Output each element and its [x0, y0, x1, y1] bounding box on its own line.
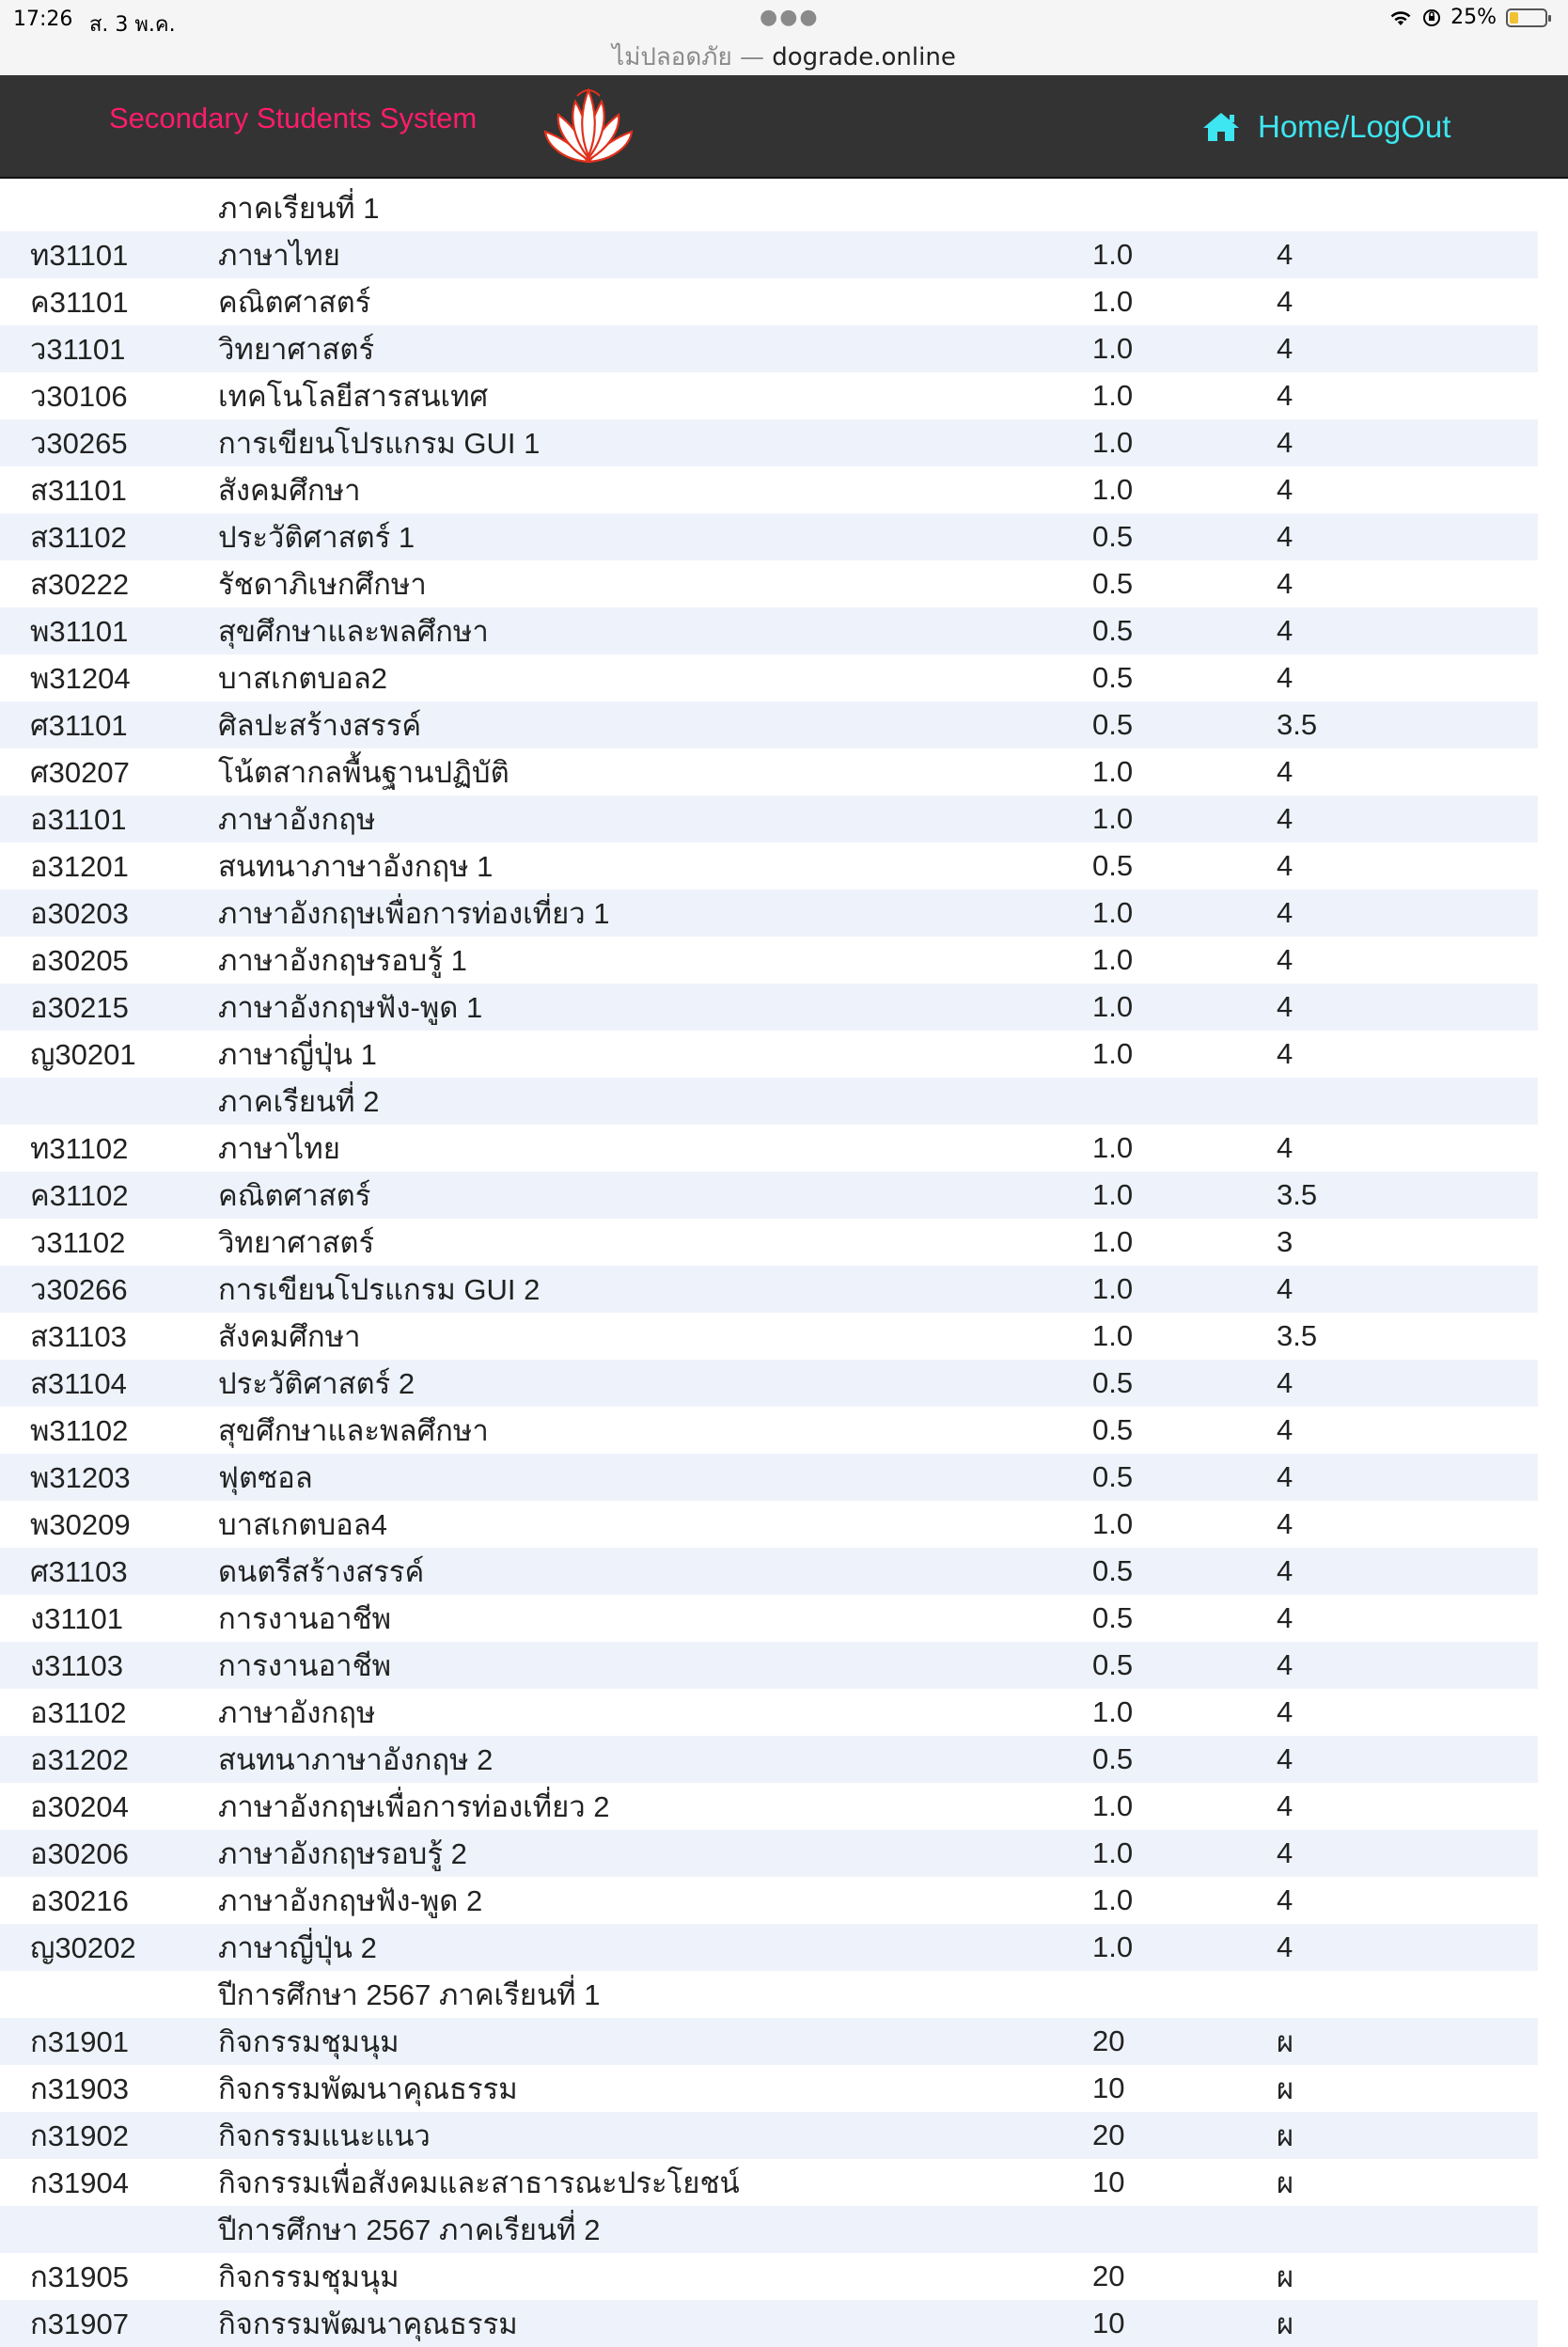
grade-value: 4	[1277, 231, 1538, 278]
subject-name: ศิลปะสร้างสรรค์	[218, 701, 1092, 748]
table-row	[0, 560, 1538, 607]
subject-name: คณิตศาสตร์	[218, 1172, 1092, 1219]
credit-value: 1.0	[1092, 984, 1277, 1031]
grades-table-body	[0, 184, 1538, 2347]
subject-code: ว31102	[0, 1219, 218, 1266]
subject-code: ก31904	[0, 2159, 218, 2206]
credit-value: 0.5	[1092, 513, 1277, 560]
credit-value: 0.5	[1092, 1736, 1277, 1783]
credit-value: 1.0	[1092, 278, 1277, 325]
grade-value: 4	[1277, 1125, 1538, 1172]
table-row	[0, 1266, 1538, 1313]
home-logout-link[interactable]	[1201, 109, 1450, 145]
subject-code: ส31103	[0, 1313, 218, 1360]
wifi-icon	[1388, 8, 1413, 27]
credit-value: 10	[1092, 2065, 1277, 2112]
table-row	[0, 1689, 1538, 1736]
subject-name: ภาคเรียนที่ 1	[218, 184, 1092, 231]
grade-value: 4	[1277, 890, 1538, 937]
subject-name: บาสเกตบอล2	[218, 654, 1092, 701]
table-row	[0, 278, 1538, 325]
grade-value: 3	[1277, 1219, 1538, 1266]
subject-name: สังคมศึกษา	[218, 1313, 1092, 1360]
subject-code: ก31902	[0, 2112, 218, 2159]
grade-value: ผ	[1277, 2253, 1538, 2300]
url-separator: —	[731, 43, 773, 71]
subject-name: ภาษาญี่ปุ่น 2	[218, 1924, 1092, 1971]
subject-name: ภาษาอังกฤษรอบรู้ 2	[218, 1830, 1092, 1877]
credit-value: 1.0	[1092, 1219, 1277, 1266]
grades-table	[0, 184, 1538, 2347]
subject-code: ส30222	[0, 560, 218, 607]
grade-value: 4	[1277, 1454, 1538, 1501]
subject-code: ว30106	[0, 372, 218, 419]
orientation-lock-icon	[1422, 8, 1441, 27]
credit-value: 0.5	[1092, 1595, 1277, 1642]
subject-code	[0, 1078, 218, 1125]
credit-value: 1.0	[1092, 1172, 1277, 1219]
subject-name: ภาษาอังกฤษ	[218, 795, 1092, 843]
table-row	[0, 701, 1538, 748]
grade-value: 4	[1277, 1595, 1538, 1642]
subject-name: รัชดาภิเษกศึกษา	[218, 560, 1092, 607]
credit-value: 0.5	[1092, 607, 1277, 654]
credit-value: 1.0	[1092, 1266, 1277, 1313]
credit-value: 0.5	[1092, 843, 1277, 890]
battery-icon	[1506, 8, 1547, 27]
credit-value: 1.0	[1092, 372, 1277, 419]
credit-value: 1.0	[1092, 1031, 1277, 1078]
subject-name: ประวัติศาสตร์ 2	[218, 1360, 1092, 1407]
credit-value: 0.5	[1092, 1642, 1277, 1689]
grade-value: ผ	[1277, 2159, 1538, 2206]
status-date: ส. 3 พ.ค.	[89, 13, 176, 37]
table-row	[0, 1642, 1538, 1689]
subject-name: กิจกรรมชุมนุม	[218, 2018, 1092, 2065]
table-row	[0, 1783, 1538, 1830]
table-row	[0, 2112, 1538, 2159]
subject-name: โน้ตสากลพื้นฐานปฏิบัติ	[218, 748, 1092, 795]
subject-name: การเขียนโปรแกรม GUI 1	[218, 419, 1092, 466]
subject-code: ก31901	[0, 2018, 218, 2065]
subject-name: กิจกรรมพัฒนาคุณธรรม	[218, 2065, 1092, 2112]
subject-code: ก31905	[0, 2253, 218, 2300]
status-time: 17:26	[13, 8, 73, 31]
grade-value: 4	[1277, 937, 1538, 984]
subject-code: ส31101	[0, 466, 218, 513]
credit-value: 1.0	[1092, 325, 1277, 372]
credit-value: 1.0	[1092, 466, 1277, 513]
credit-value: 0.5	[1092, 1360, 1277, 1407]
grade-value: 4	[1277, 843, 1538, 890]
credit-value: 0.5	[1092, 701, 1277, 748]
credit-value: 1.0	[1092, 1924, 1277, 1971]
subject-code: ศ31103	[0, 1548, 218, 1595]
credit-value: 1.0	[1092, 1783, 1277, 1830]
table-row	[0, 1407, 1538, 1454]
table-row	[0, 843, 1538, 890]
subject-code: ง31101	[0, 1595, 218, 1642]
subject-code: อ30204	[0, 1783, 218, 1830]
table-row	[0, 607, 1538, 654]
table-row	[0, 1830, 1538, 1877]
credit-value: 1.0	[1092, 890, 1277, 937]
grade-value	[1277, 1971, 1538, 2018]
battery-level	[1510, 12, 1518, 24]
subject-name: การเขียนโปรแกรม GUI 2	[218, 1266, 1092, 1313]
grade-value: 4	[1277, 1407, 1538, 1454]
subject-code: อ31202	[0, 1736, 218, 1783]
subject-name: ภาษาอังกฤษ	[218, 1689, 1092, 1736]
credit-value: 1.0	[1092, 1877, 1277, 1924]
subject-name: สังคมศึกษา	[218, 466, 1092, 513]
grade-value: 4	[1277, 278, 1538, 325]
term-header-row	[0, 1971, 1538, 2018]
credit-value: 20	[1092, 2112, 1277, 2159]
subject-name: บาสเกตบอล4	[218, 1501, 1092, 1548]
subject-code: ว31101	[0, 325, 218, 372]
subject-name: การงานอาชีพ	[218, 1642, 1092, 1689]
table-row	[0, 2253, 1538, 2300]
grade-value: 4	[1277, 1031, 1538, 1078]
credit-value: 1.0	[1092, 748, 1277, 795]
url-domain: dograde.online	[772, 43, 956, 71]
table-row	[0, 1548, 1538, 1595]
grade-value: 4	[1277, 466, 1538, 513]
subject-name: ฟุตซอล	[218, 1454, 1092, 1501]
subject-name: ภาษาญี่ปุ่น 1	[218, 1031, 1092, 1078]
grade-value: 4	[1277, 748, 1538, 795]
subject-code: ญ30202	[0, 1924, 218, 1971]
credit-value: 1.0	[1092, 1501, 1277, 1548]
home-icon	[1201, 111, 1241, 143]
table-row	[0, 1924, 1538, 1971]
subject-code: อ30206	[0, 1830, 218, 1877]
grade-value: 3.5	[1277, 1313, 1538, 1360]
grade-value: 4	[1277, 560, 1538, 607]
credit-value: 10	[1092, 2159, 1277, 2206]
credit-value	[1092, 1078, 1277, 1125]
subject-name: ปีการศึกษา 2567 ภาคเรียนที่ 1	[218, 1971, 1092, 2018]
grade-value	[1277, 184, 1538, 231]
subject-code	[0, 2206, 218, 2253]
grade-value: 4	[1277, 513, 1538, 560]
subject-name: ภาษาอังกฤษเพื่อการท่องเที่ยว 2	[218, 1783, 1092, 1830]
subject-code: พ30209	[0, 1501, 218, 1548]
credit-value: 1.0	[1092, 1313, 1277, 1360]
subject-code: ส31102	[0, 513, 218, 560]
table-row	[0, 419, 1538, 466]
subject-code: อ30205	[0, 937, 218, 984]
subject-name: ภาษาอังกฤษรอบรู้ 1	[218, 937, 1092, 984]
subject-name: วิทยาศาสตร์	[218, 325, 1092, 372]
subject-code: พ31102	[0, 1407, 218, 1454]
subject-code: ก31903	[0, 2065, 218, 2112]
grade-value: 4	[1277, 1689, 1538, 1736]
grade-value	[1277, 1078, 1538, 1125]
credit-value: 1.0	[1092, 231, 1277, 278]
table-row	[0, 466, 1538, 513]
ios-status-bar	[0, 0, 1568, 38]
grade-value: 4	[1277, 1736, 1538, 1783]
table-row	[0, 1031, 1538, 1078]
subject-name: สุขศึกษาและพลศึกษา	[218, 1407, 1092, 1454]
grade-value: ผ	[1277, 2065, 1538, 2112]
grade-value: 4	[1277, 1877, 1538, 1924]
table-row	[0, 748, 1538, 795]
subject-name: ภาษาไทย	[218, 1125, 1092, 1172]
grade-value: 4	[1277, 1783, 1538, 1830]
table-row	[0, 937, 1538, 984]
subject-name: ภาษาอังกฤษเพื่อการท่องเที่ยว 1	[218, 890, 1092, 937]
subject-name: สุขศึกษาและพลศึกษา	[218, 607, 1092, 654]
subject-code: อ30203	[0, 890, 218, 937]
credit-value: 0.5	[1092, 560, 1277, 607]
table-row	[0, 2300, 1538, 2347]
subject-code: ค31101	[0, 278, 218, 325]
grade-value: 3.5	[1277, 701, 1538, 748]
subject-name: ปีการศึกษา 2567 ภาคเรียนที่ 2	[218, 2206, 1092, 2253]
subject-code: ว30266	[0, 1266, 218, 1313]
subject-name: ภาษาไทย	[218, 231, 1092, 278]
table-row	[0, 231, 1538, 278]
subject-name: กิจกรรมชุมนุม	[218, 2253, 1092, 2300]
subject-code: ศ30207	[0, 748, 218, 795]
subject-code: อ30216	[0, 1877, 218, 1924]
table-row	[0, 795, 1538, 843]
term-header-row	[0, 2206, 1538, 2253]
subject-code	[0, 184, 218, 231]
table-row	[0, 1360, 1538, 1407]
subject-name: ภาษาอังกฤษฟัง-พูด 1	[218, 984, 1092, 1031]
table-row	[0, 1736, 1538, 1783]
grade-value	[1277, 2206, 1538, 2253]
grade-value: 3.5	[1277, 1172, 1538, 1219]
credit-value: 10	[1092, 2300, 1277, 2347]
table-row	[0, 1501, 1538, 1548]
multitasking-dots-icon[interactable]: ●●●	[760, 6, 820, 29]
term-header-row	[0, 1078, 1538, 1125]
subject-name: ดนตรีสร้างสรรค์	[218, 1548, 1092, 1595]
subject-name: วิทยาศาสตร์	[218, 1219, 1092, 1266]
term-header-row	[0, 184, 1538, 231]
credit-value: 1.0	[1092, 419, 1277, 466]
credit-value: 0.5	[1092, 654, 1277, 701]
credit-value: 20	[1092, 2018, 1277, 2065]
table-row	[0, 1454, 1538, 1501]
grade-value: 4	[1277, 654, 1538, 701]
subject-code: ว30265	[0, 419, 218, 466]
credit-value: 0.5	[1092, 1454, 1277, 1501]
table-row	[0, 654, 1538, 701]
grade-value: 4	[1277, 607, 1538, 654]
subject-code: ญ30201	[0, 1031, 218, 1078]
status-indicators	[1388, 6, 1547, 29]
subject-name: ภาคเรียนที่ 2	[218, 1078, 1092, 1125]
table-row	[0, 513, 1538, 560]
subject-code: อ31101	[0, 795, 218, 843]
table-row	[0, 2018, 1538, 2065]
table-row	[0, 1125, 1538, 1172]
grade-value: 4	[1277, 984, 1538, 1031]
subject-code: ท31101	[0, 231, 218, 278]
subject-name: การงานอาชีพ	[218, 1595, 1092, 1642]
subject-code: อ30215	[0, 984, 218, 1031]
credit-value: 0.5	[1092, 1407, 1277, 1454]
address-bar[interactable]	[0, 38, 1568, 75]
nav-label: Home/LogOut	[1258, 109, 1451, 144]
grade-value: 4	[1277, 1548, 1538, 1595]
table-row	[0, 325, 1538, 372]
grade-value: 4	[1277, 1266, 1538, 1313]
subject-code: พ31101	[0, 607, 218, 654]
subject-name: คณิตศาสตร์	[218, 278, 1092, 325]
site-header	[0, 75, 1568, 179]
credit-value: 1.0	[1092, 795, 1277, 843]
subject-name: ประวัติศาสตร์ 1	[218, 513, 1092, 560]
credit-value: 20	[1092, 2253, 1277, 2300]
subject-code: ค31102	[0, 1172, 218, 1219]
table-row	[0, 372, 1538, 419]
credit-value: 1.0	[1092, 1830, 1277, 1877]
subject-code: อ31201	[0, 843, 218, 890]
subject-name: เทคโนโลยีสารสนเทศ	[218, 372, 1092, 419]
credit-value	[1092, 2206, 1277, 2253]
grade-value: 4	[1277, 1830, 1538, 1877]
site-brand[interactable]: Secondary Students System	[109, 102, 478, 134]
table-row	[0, 1595, 1538, 1642]
lotus-logo-icon	[541, 81, 635, 169]
battery-percent: 25%	[1450, 6, 1497, 29]
table-row	[0, 1219, 1538, 1266]
table-row	[0, 2065, 1538, 2112]
url-insecure-label: ไม่ปลอดภัย	[612, 43, 732, 71]
subject-code: ง31103	[0, 1642, 218, 1689]
subject-name: กิจกรรมแนะแนว	[218, 2112, 1092, 2159]
credit-value: 1.0	[1092, 1689, 1277, 1736]
subject-code: ท31102	[0, 1125, 218, 1172]
credit-value: 1.0	[1092, 1125, 1277, 1172]
grade-value: 4	[1277, 372, 1538, 419]
grade-value: ผ	[1277, 2018, 1538, 2065]
table-row	[0, 1877, 1538, 1924]
grade-value: 4	[1277, 1501, 1538, 1548]
subject-name: สนทนาภาษาอังกฤษ 2	[218, 1736, 1092, 1783]
subject-name: สนทนาภาษาอังกฤษ 1	[218, 843, 1092, 890]
grade-value: 4	[1277, 1642, 1538, 1689]
table-row	[0, 890, 1538, 937]
subject-code: ก31907	[0, 2300, 218, 2347]
subject-name: ภาษาอังกฤษฟัง-พูด 2	[218, 1877, 1092, 1924]
grade-value: 4	[1277, 419, 1538, 466]
subject-name: กิจกรรมพัฒนาคุณธรรม	[218, 2300, 1092, 2347]
subject-code: พ31204	[0, 654, 218, 701]
subject-code: พ31203	[0, 1454, 218, 1501]
subject-code: อ31102	[0, 1689, 218, 1736]
credit-value: 0.5	[1092, 1548, 1277, 1595]
table-row	[0, 984, 1538, 1031]
subject-code: ส31104	[0, 1360, 218, 1407]
credit-value: 1.0	[1092, 937, 1277, 984]
table-row	[0, 2159, 1538, 2206]
grade-value: 4	[1277, 795, 1538, 843]
grade-value: ผ	[1277, 2300, 1538, 2347]
subject-code: ศ31101	[0, 701, 218, 748]
grade-value: 4	[1277, 1360, 1538, 1407]
grade-value: 4	[1277, 1924, 1538, 1971]
grade-value: ผ	[1277, 2112, 1538, 2159]
table-row	[0, 1172, 1538, 1219]
subject-name: กิจกรรมเพื่อสังคมและสาธารณะประโยชน์	[218, 2159, 1092, 2206]
credit-value	[1092, 184, 1277, 231]
grade-value: 4	[1277, 325, 1538, 372]
subject-code	[0, 1971, 218, 2018]
table-row	[0, 1313, 1538, 1360]
credit-value	[1092, 1971, 1277, 2018]
